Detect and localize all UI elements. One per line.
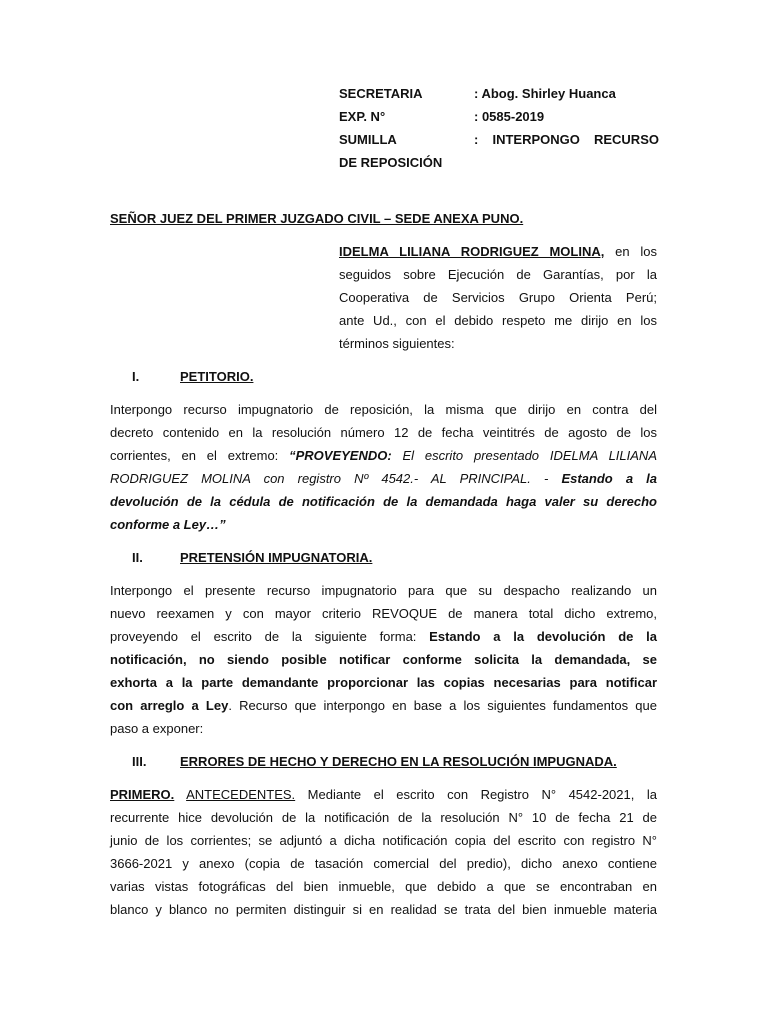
exp-label: EXP. N°	[339, 109, 386, 124]
intro-line-4: ante Ud., con el debido respeto me dirijo en los	[339, 313, 657, 328]
intro-line-1	[339, 244, 657, 260]
petitorio-line-4-b: Estando a la	[561, 471, 658, 486]
section-2-number: II.	[132, 550, 143, 565]
pretension-line-3-a: proveyendo el escrito de la siguiente forma:	[110, 629, 430, 644]
pretension-line-2: nuevo reexamen y con mayor criterio REVOQUE de manera total dicho extremo,	[110, 606, 657, 621]
section-3-title: ERRORES DE HECHO Y DERECHO EN LA RESOLUCIÓN IMPUGNADA.	[180, 754, 617, 769]
petitorio-line-3-c: El escrito presentado IDELMA LILIANA	[391, 448, 657, 463]
errores-line-6: blanco y blanco no permiten distinguir si en realidad se trata del bien inmueble materia	[110, 902, 657, 917]
intro-line-5: términos siguientes:	[339, 336, 455, 351]
exp-value: : 0585-2019	[474, 109, 545, 124]
pretension-line-4: notificación, no siendo posible notificar conforme solicita la demandada, se	[110, 652, 657, 667]
petitorio-proveyendo: “PROVEYENDO:	[289, 448, 392, 463]
errores-line-3: junio de los corrientes; se adjuntó a dicha notificación copia del escrito con registro N°	[110, 833, 657, 848]
secretaria-label: SECRETARIA	[339, 86, 423, 101]
petitorio-line-3	[110, 448, 657, 464]
errores-line-1	[110, 787, 657, 803]
pretension-line-6-b: . Recurso que interpongo en base a los siguientes fundamentos que	[228, 698, 657, 713]
sumilla-colon: :	[474, 132, 479, 147]
section-1-title: PETITORIO.	[180, 369, 254, 384]
intro-line-3: Cooperativa de Servicios Grupo Orienta Perú;	[339, 290, 657, 305]
petitorio-line-2: decreto contenido en la resolución número 12 de fecha veintitrés de agosto de los	[110, 425, 657, 440]
section-2-title: PRETENSIÓN IMPUGNATORIA.	[180, 550, 373, 565]
sumilla-continuation: DE REPOSICIÓN	[339, 155, 443, 170]
petitorio-line-3-a: corrientes, en el extremo:	[110, 448, 290, 463]
intro-line-2: seguidos sobre Ejecución de Garantías, por la	[339, 267, 657, 282]
errores-line-2: recurrente hice devolución de la notificación de la resolución N° 10 de fecha 21 de	[110, 810, 657, 825]
secretaria-value: : Abog. Shirley Huanca	[474, 86, 616, 101]
errores-line-4: 3666-2021 y anexo (copia de tasación comercial del predio), dicho anexo contiene	[110, 856, 657, 871]
appellant-name: IDELMA LILIANA RODRIGUEZ MOLINA,	[339, 244, 605, 259]
errores-line-5: varias vistas fotográficas del bien inmueble, que debido a que se encontraban en	[110, 879, 657, 894]
petitorio-line-4	[110, 471, 657, 487]
petitorio-line-1: Interpongo recurso impugnatorio de reposición, la misma que dirijo en contra del	[110, 402, 657, 417]
sumilla-word-2: RECURSO	[593, 132, 659, 147]
pretension-line-3-b: Estando a la devolución de la	[429, 629, 657, 644]
antecedentes-label: ANTECEDENTES.	[186, 787, 296, 802]
errores-line-1-rest: Mediante el escrito con Registro N° 4542-2021, la	[295, 787, 657, 802]
pretension-line-6	[110, 698, 657, 714]
primero-label: PRIMERO.	[110, 787, 175, 802]
petitorio-line-4-a: RODRIGUEZ MOLINA con registro Nº 4542.- AL PRINCIPAL. -	[110, 471, 562, 486]
petitorio-line-5: devolución de la cédula de notificación de la demandada haga valer su derecho	[110, 494, 657, 509]
sumilla-value	[474, 132, 659, 148]
section-1-number: I.	[132, 369, 140, 384]
sumilla-label: SUMILLA	[339, 132, 397, 147]
intro-line-1-rest: en los	[604, 244, 657, 259]
errores-space	[174, 787, 186, 802]
pretension-line-5: exhorta a la parte demandante proporcionar las copias necesarias para notificar	[110, 675, 657, 690]
pretension-line-3	[110, 629, 657, 645]
header-sumilla-cont	[339, 155, 442, 171]
addressee: SEÑOR JUEZ DEL PRIMER JUZGADO CIVIL – SEDE ANEXA PUNO.	[110, 211, 524, 226]
section-3-number: III.	[132, 754, 147, 769]
pretension-line-7: paso a exponer:	[110, 721, 204, 736]
sumilla-word-1: INTERPONGO	[492, 132, 580, 147]
pretension-line-6-a: con arreglo a Ley	[110, 698, 229, 713]
petitorio-line-6: conforme a Ley…”	[110, 517, 226, 532]
pretension-line-1: Interpongo el presente recurso impugnatorio para que su despacho realizando un	[110, 583, 657, 598]
